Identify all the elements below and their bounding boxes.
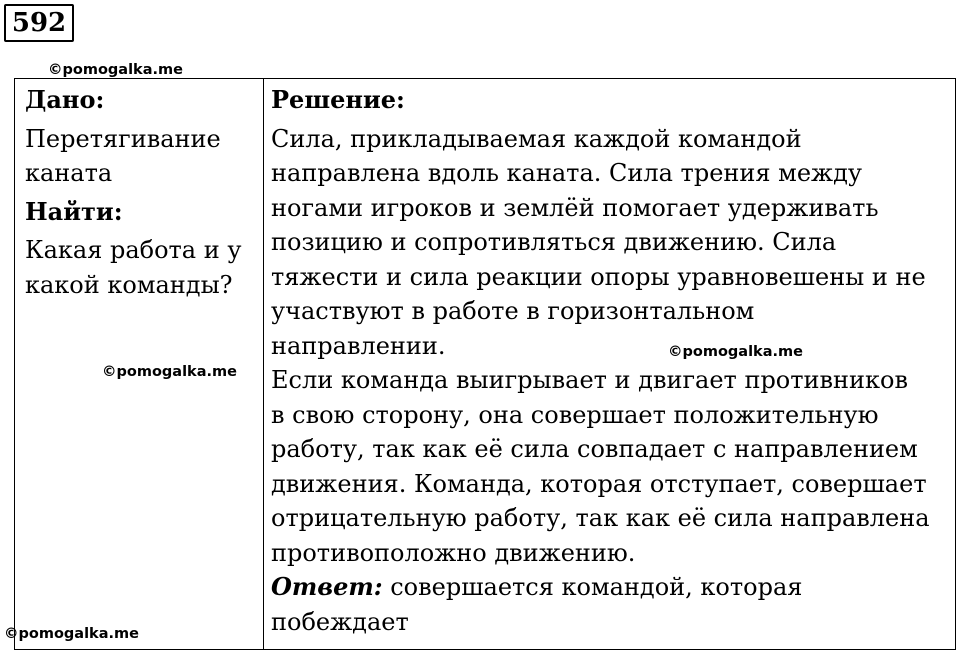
column-divider [263,79,264,649]
solution-line: направлена вдоль каната. Сила трения между [271,159,862,187]
answer-line: побеждает [271,607,409,636]
watermark-right: ©pomogalka.me [668,344,803,360]
find-text [25,233,257,302]
given-heading: Дано: [25,85,105,114]
solution-line: в свою сторону, она совершает положительную [271,400,879,429]
find-line: какой команды? [25,270,233,299]
given-line: Перетягивание [25,124,221,153]
solution-column [271,79,951,639]
given-line: каната [25,159,113,187]
given-column [25,79,257,302]
solution-heading: Решение: [271,85,405,114]
solution-line: отрицательную работу, так как её сила направлена [271,504,930,532]
given-text [25,122,257,191]
answer-text: совершается командой, которая [382,573,803,601]
find-heading: Найти: [25,196,123,226]
solution-line: противоположно движению. [271,538,636,567]
problem-number: 592 [4,4,74,42]
find-line: Какая работа и у [25,236,242,264]
solution-line: позицию и сопротивляться движению. Сила [271,228,837,256]
watermark-left: ©pomogalka.me [102,364,237,380]
solution-table [14,78,956,650]
solution-body [271,122,951,640]
solution-line: движения. Команда, которая отступает, совершает [271,469,927,498]
solution-line: ногами игроков и землёй помогает удерживать [271,193,879,222]
solution-line: Если команда выигрывает и двигает противников [271,366,908,394]
solution-line: направлении. [271,331,446,360]
solution-line: тяжести и сила реакции опоры уравновешены и не [271,262,926,291]
solution-line: работу, так как её сила совпадает с направлением [271,435,918,463]
answer-label: Ответ: [271,572,383,601]
watermark-bottom: ©pomogalka.me [4,626,139,642]
solution-line: участвуют в работе в горизонтальном [271,297,755,325]
watermark-top: ©pomogalka.me [48,62,183,78]
solution-line: Сила, прикладываемая каждой командой [271,124,802,153]
answer-line [271,570,951,605]
